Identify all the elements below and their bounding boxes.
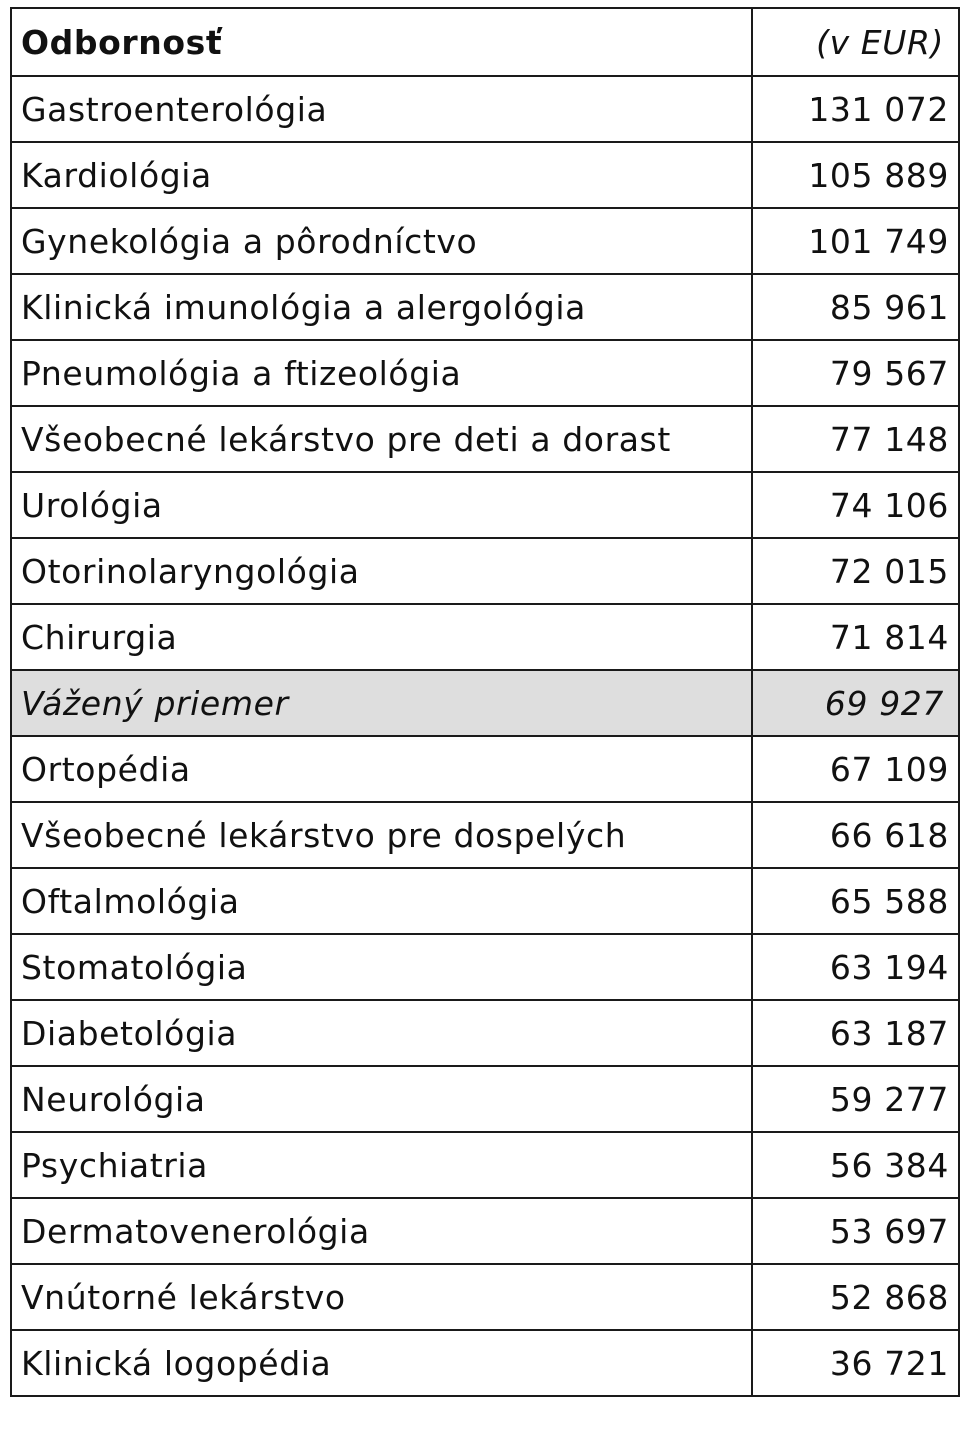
weighted-average-row	[11, 670, 959, 736]
table-row	[11, 1198, 959, 1264]
row-value: 71 814	[752, 604, 959, 670]
row-label: Neurológia	[11, 1066, 752, 1132]
row-value: 85 961	[752, 274, 959, 340]
specialty-salary-table	[10, 7, 960, 1397]
row-value: 53 697	[752, 1198, 959, 1264]
row-value: 66 618	[752, 802, 959, 868]
row-label: Stomatológia	[11, 934, 752, 1000]
row-label: Gynekológia a pôrodníctvo	[11, 208, 752, 274]
row-value: 67 109	[752, 736, 959, 802]
row-label: Klinická imunológia a alergológia	[11, 274, 752, 340]
row-label: Ortopédia	[11, 736, 752, 802]
row-label: Gastroenterológia	[11, 76, 752, 142]
row-value: 74 106	[752, 472, 959, 538]
row-value: 105 889	[752, 142, 959, 208]
row-label: Všeobecné lekárstvo pre dospelých	[11, 802, 752, 868]
row-label: Oftalmológia	[11, 868, 752, 934]
table-header-row	[11, 8, 959, 76]
table-row	[11, 934, 959, 1000]
row-value: 56 384	[752, 1132, 959, 1198]
table-row	[11, 472, 959, 538]
table-row	[11, 274, 959, 340]
row-label: Všeobecné lekárstvo pre deti a dorast	[11, 406, 752, 472]
row-value: 36 721	[752, 1330, 959, 1396]
row-label: Pneumológia a ftizeológia	[11, 340, 752, 406]
row-value: 131 072	[752, 76, 959, 142]
table-row	[11, 208, 959, 274]
table-row	[11, 76, 959, 142]
row-label: Urológia	[11, 472, 752, 538]
table-row	[11, 142, 959, 208]
table-row	[11, 1132, 959, 1198]
table-row	[11, 868, 959, 934]
row-label: Otorinolaryngológia	[11, 538, 752, 604]
row-label: Diabetológia	[11, 1000, 752, 1066]
table-row	[11, 1330, 959, 1396]
table-row	[11, 1000, 959, 1066]
row-value: 77 148	[752, 406, 959, 472]
row-value: 79 567	[752, 340, 959, 406]
row-label: Klinická logopédia	[11, 1330, 752, 1396]
table-row	[11, 406, 959, 472]
row-label: Kardiológia	[11, 142, 752, 208]
row-label: Chirurgia	[11, 604, 752, 670]
row-label: Vnútorné lekárstvo	[11, 1264, 752, 1330]
header-unit: (v EUR)	[752, 8, 959, 76]
header-specialty: Odbornosť	[11, 8, 752, 76]
row-value: 72 015	[752, 538, 959, 604]
table-row	[11, 736, 959, 802]
row-value: 59 277	[752, 1066, 959, 1132]
weighted-average-label: Vážený priemer	[11, 670, 752, 736]
table-row	[11, 1066, 959, 1132]
table-row	[11, 604, 959, 670]
row-value: 101 749	[752, 208, 959, 274]
table-row	[11, 802, 959, 868]
row-label: Dermatovenerológia	[11, 1198, 752, 1264]
table-row	[11, 1264, 959, 1330]
table-row	[11, 340, 959, 406]
specialty-table-container	[10, 7, 958, 1397]
row-value: 63 194	[752, 934, 959, 1000]
row-value: 63 187	[752, 1000, 959, 1066]
row-value: 52 868	[752, 1264, 959, 1330]
row-label: Psychiatria	[11, 1132, 752, 1198]
row-value: 65 588	[752, 868, 959, 934]
weighted-average-value: 69 927	[752, 670, 959, 736]
table-row	[11, 538, 959, 604]
